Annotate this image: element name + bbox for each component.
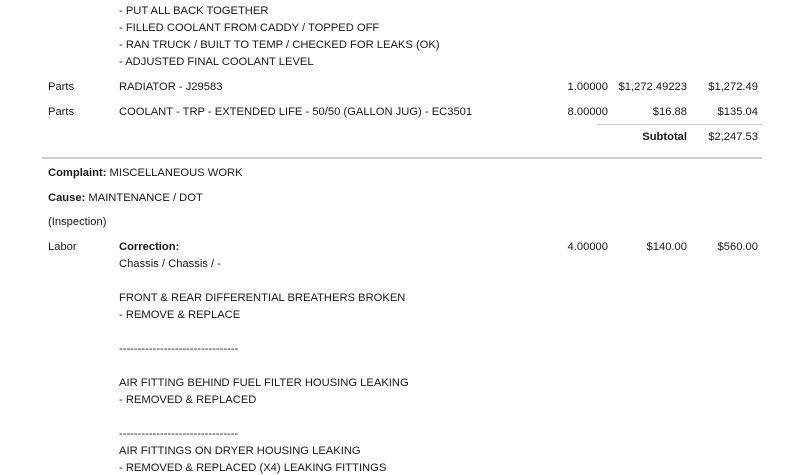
correction-label: Correction: — [119, 241, 180, 253]
correction-line: - REMOVE & REPLACE — [119, 309, 241, 321]
line-description: RADIATOR - J29583 — [119, 81, 223, 93]
line-quantity: 1.00000 — [567, 81, 608, 93]
line-type: Labor — [48, 241, 77, 253]
note-line: - ADJUSTED FINAL COOLANT LEVEL — [119, 56, 314, 68]
correction-line: - REMOVED & REPLACED (X4) LEAKING FITTINGS — [119, 462, 387, 474]
correction-separator: -------------------------------- — [119, 428, 239, 440]
correction-separator: -------------------------------- — [119, 343, 239, 355]
correction-line: AIR FITTINGS ON DRYER HOUSING LEAKING — [119, 445, 361, 457]
line-unit-price: $1,272.49223 — [618, 81, 687, 93]
line-total: $135.04 — [717, 106, 758, 118]
line-description: COOLANT - TRP - EXTENDED LIFE - 50/50 (GALLON JUG) - EC3501 — [119, 106, 473, 118]
cause-label: Cause: — [48, 192, 86, 204]
line-unit-price: $16.88 — [652, 106, 687, 118]
correction-line: AIR FITTING BEHIND FUEL FILTER HOUSING LEAKING — [119, 377, 409, 389]
note-line: - PUT ALL BACK TOGETHER — [119, 5, 269, 17]
correction-line: Chassis / Chassis / - — [119, 258, 221, 270]
complaint-line — [48, 166, 243, 180]
subtotal-label: Subtotal — [642, 131, 687, 143]
complaint-label: Complaint: — [48, 167, 107, 179]
correction-line: - REMOVED & REPLACED — [119, 394, 257, 406]
subtotal-rule — [597, 124, 762, 125]
line-total: $1,272.49 — [708, 81, 758, 93]
section-divider — [42, 157, 762, 159]
cause-value: MAINTENANCE / DOT — [88, 192, 203, 204]
labor-total: $560.00 — [717, 241, 758, 253]
labor-quantity: 4.00000 — [567, 241, 608, 253]
note-line: - RAN TRUCK / BUILT TO TEMP / CHECKED FOR LEAKS (OK) — [119, 39, 440, 51]
line-type: Parts — [48, 81, 75, 93]
labor-rate: $140.00 — [646, 241, 687, 253]
note-line: - FILLED COOLANT FROM CADDY / TOPPED OFF — [119, 22, 380, 34]
subtotal-value: $2,247.53 — [708, 131, 758, 143]
inspection-label: (Inspection) — [48, 216, 107, 228]
line-type: Parts — [48, 106, 75, 118]
cause-line — [48, 191, 203, 205]
line-quantity: 8.00000 — [567, 106, 608, 118]
complaint-value: MISCELLANEOUS WORK — [109, 167, 243, 179]
correction-line: FRONT & REAR DIFFERENTIAL BREATHERS BROKEN — [119, 292, 406, 304]
